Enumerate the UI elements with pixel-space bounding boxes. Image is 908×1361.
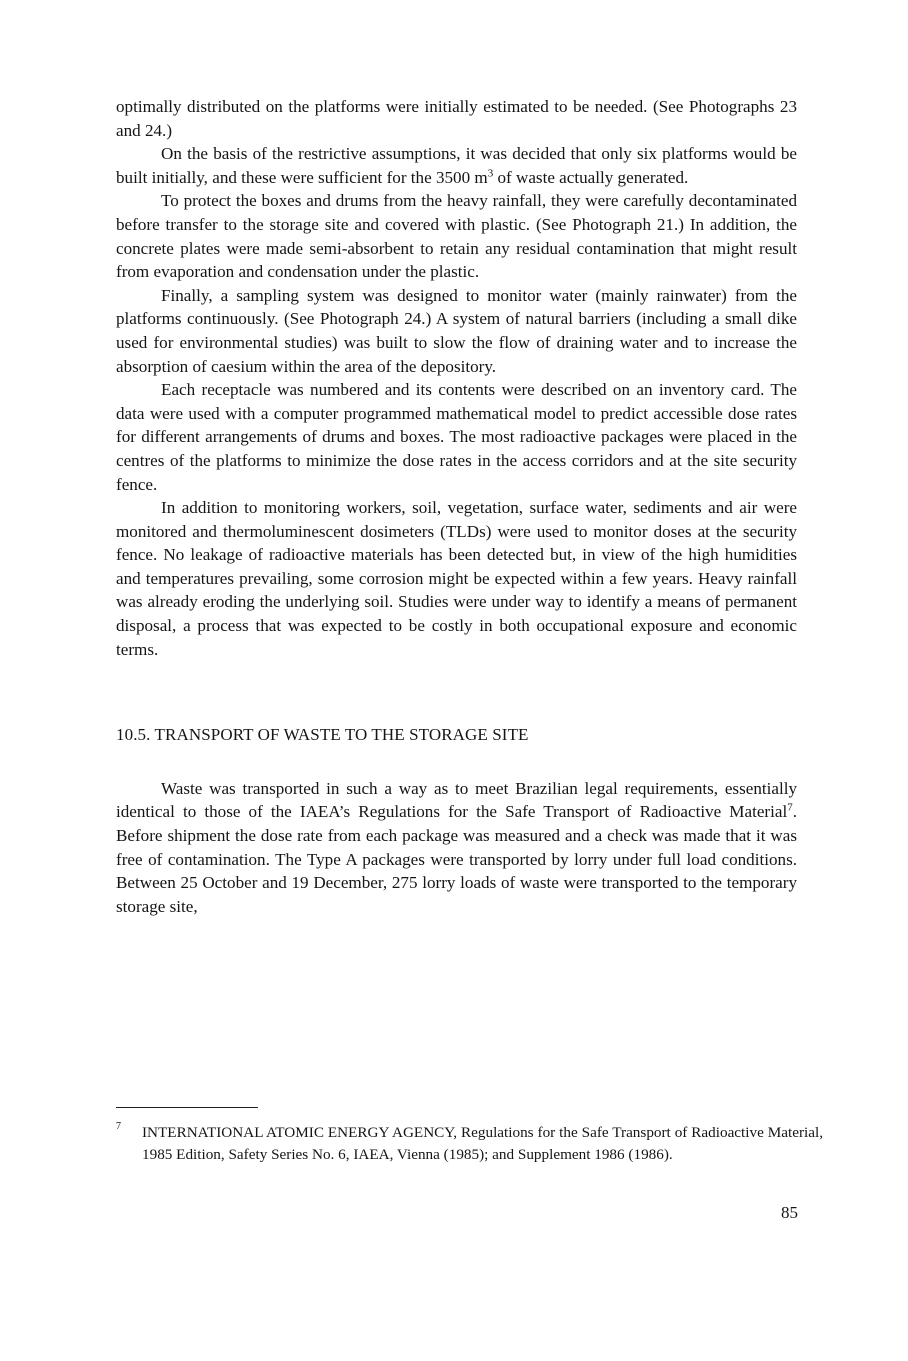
superscript-cubic: 3 xyxy=(487,167,494,180)
paragraph-protection: To protect the boxes and drums from the heavy rainfall, they were carefully decontaminated before transfer to the storage site and covered with plastic. (See Photograph 21.) In addition, the concrete plates were made semi-absorbent to retain any residual contamination that might result from evaporation and condensation under the plastic. xyxy=(116,191,797,282)
page-number: 85 xyxy=(781,1203,798,1222)
section-heading: 10.5. TRANSPORT OF WASTE TO THE STORAGE SITE xyxy=(116,725,529,745)
paragraph-inventory: Each receptacle was numbered and its contents were described on an inventory card. The data were used with a computer programmed mathematical model to predict accessible dose rates for different arrangements of drums and boxes. The most radioactive packages were placed in the centres of the platforms to minimize the dose rates in the access corridors and at the site security fence. xyxy=(116,380,797,494)
footnote-marker: 7 xyxy=(116,1120,121,1132)
footnote-text: INTERNATIONAL ATOMIC ENERGY AGENCY, Regulations for the Safe Transport of Radioactive Material, 1985 Edition, Safety Series No. 6, IAEA, Vienna (1985); and Supplement 1986 (1986). xyxy=(142,1124,823,1163)
paragraph-platforms-text-end: of waste actually generated. xyxy=(493,167,689,187)
paragraph-platforms-text: On the basis of the restrictive assumptions, it was decided that only six platforms would be built initially, and these were sufficient for the 3500 m xyxy=(116,144,797,187)
footnote-marker-wrap xyxy=(116,1122,142,1144)
paragraph-transport-text-end: . Before shipment the dose rate from each package was measured and a check was made that it was free of contamination. The Type A packages were transported by lorry under full load conditions. Between 25 October and 19 December, 275 lorry loads of waste were transported to the temporary storage site, xyxy=(116,802,797,916)
paragraph-sampling: Finally, a sampling system was designed to monitor water (mainly rainwater) from the platforms continuously. (See Photograph 24.) A system of natural barriers (including a small dike used for environmental studies) was built to slow the flow of draining water and to increase the absorption of caesium within the area of the depository. xyxy=(116,285,797,376)
paragraph-continuation: optimally distributed on the platforms were initially estimated to be needed. (See Photographs 23 and 24.) xyxy=(116,97,797,140)
footnote-reference: 7 xyxy=(787,801,793,814)
paragraph-platforms xyxy=(116,142,797,189)
body-text xyxy=(116,95,797,918)
paragraph-transport xyxy=(116,777,797,919)
footnote xyxy=(116,1122,823,1165)
paragraph-monitoring: In addition to monitoring workers, soil, vegetation, surface water, sediments and air were monitored and thermoluminescent dosimeters (TLDs) were used to monitor doses at the security fence. No leakage of radioactive materials has been detected but, in view of the high humidities and temperatures prevailing, some corrosion might be expected within a few years. Heavy rainfall was already eroding the underlying soil. Studies were under way to identify a means of permanent disposal, a process that was expected to be costly in both occupational exposure and economic terms. xyxy=(116,498,797,659)
footnote-divider xyxy=(116,1107,258,1108)
paragraph-transport-text: Waste was transported in such a way as to meet Brazilian legal requirements, essentially identical to those of the IAEA’s Regulations for the Safe Transport of Radioactive Material xyxy=(116,778,797,822)
